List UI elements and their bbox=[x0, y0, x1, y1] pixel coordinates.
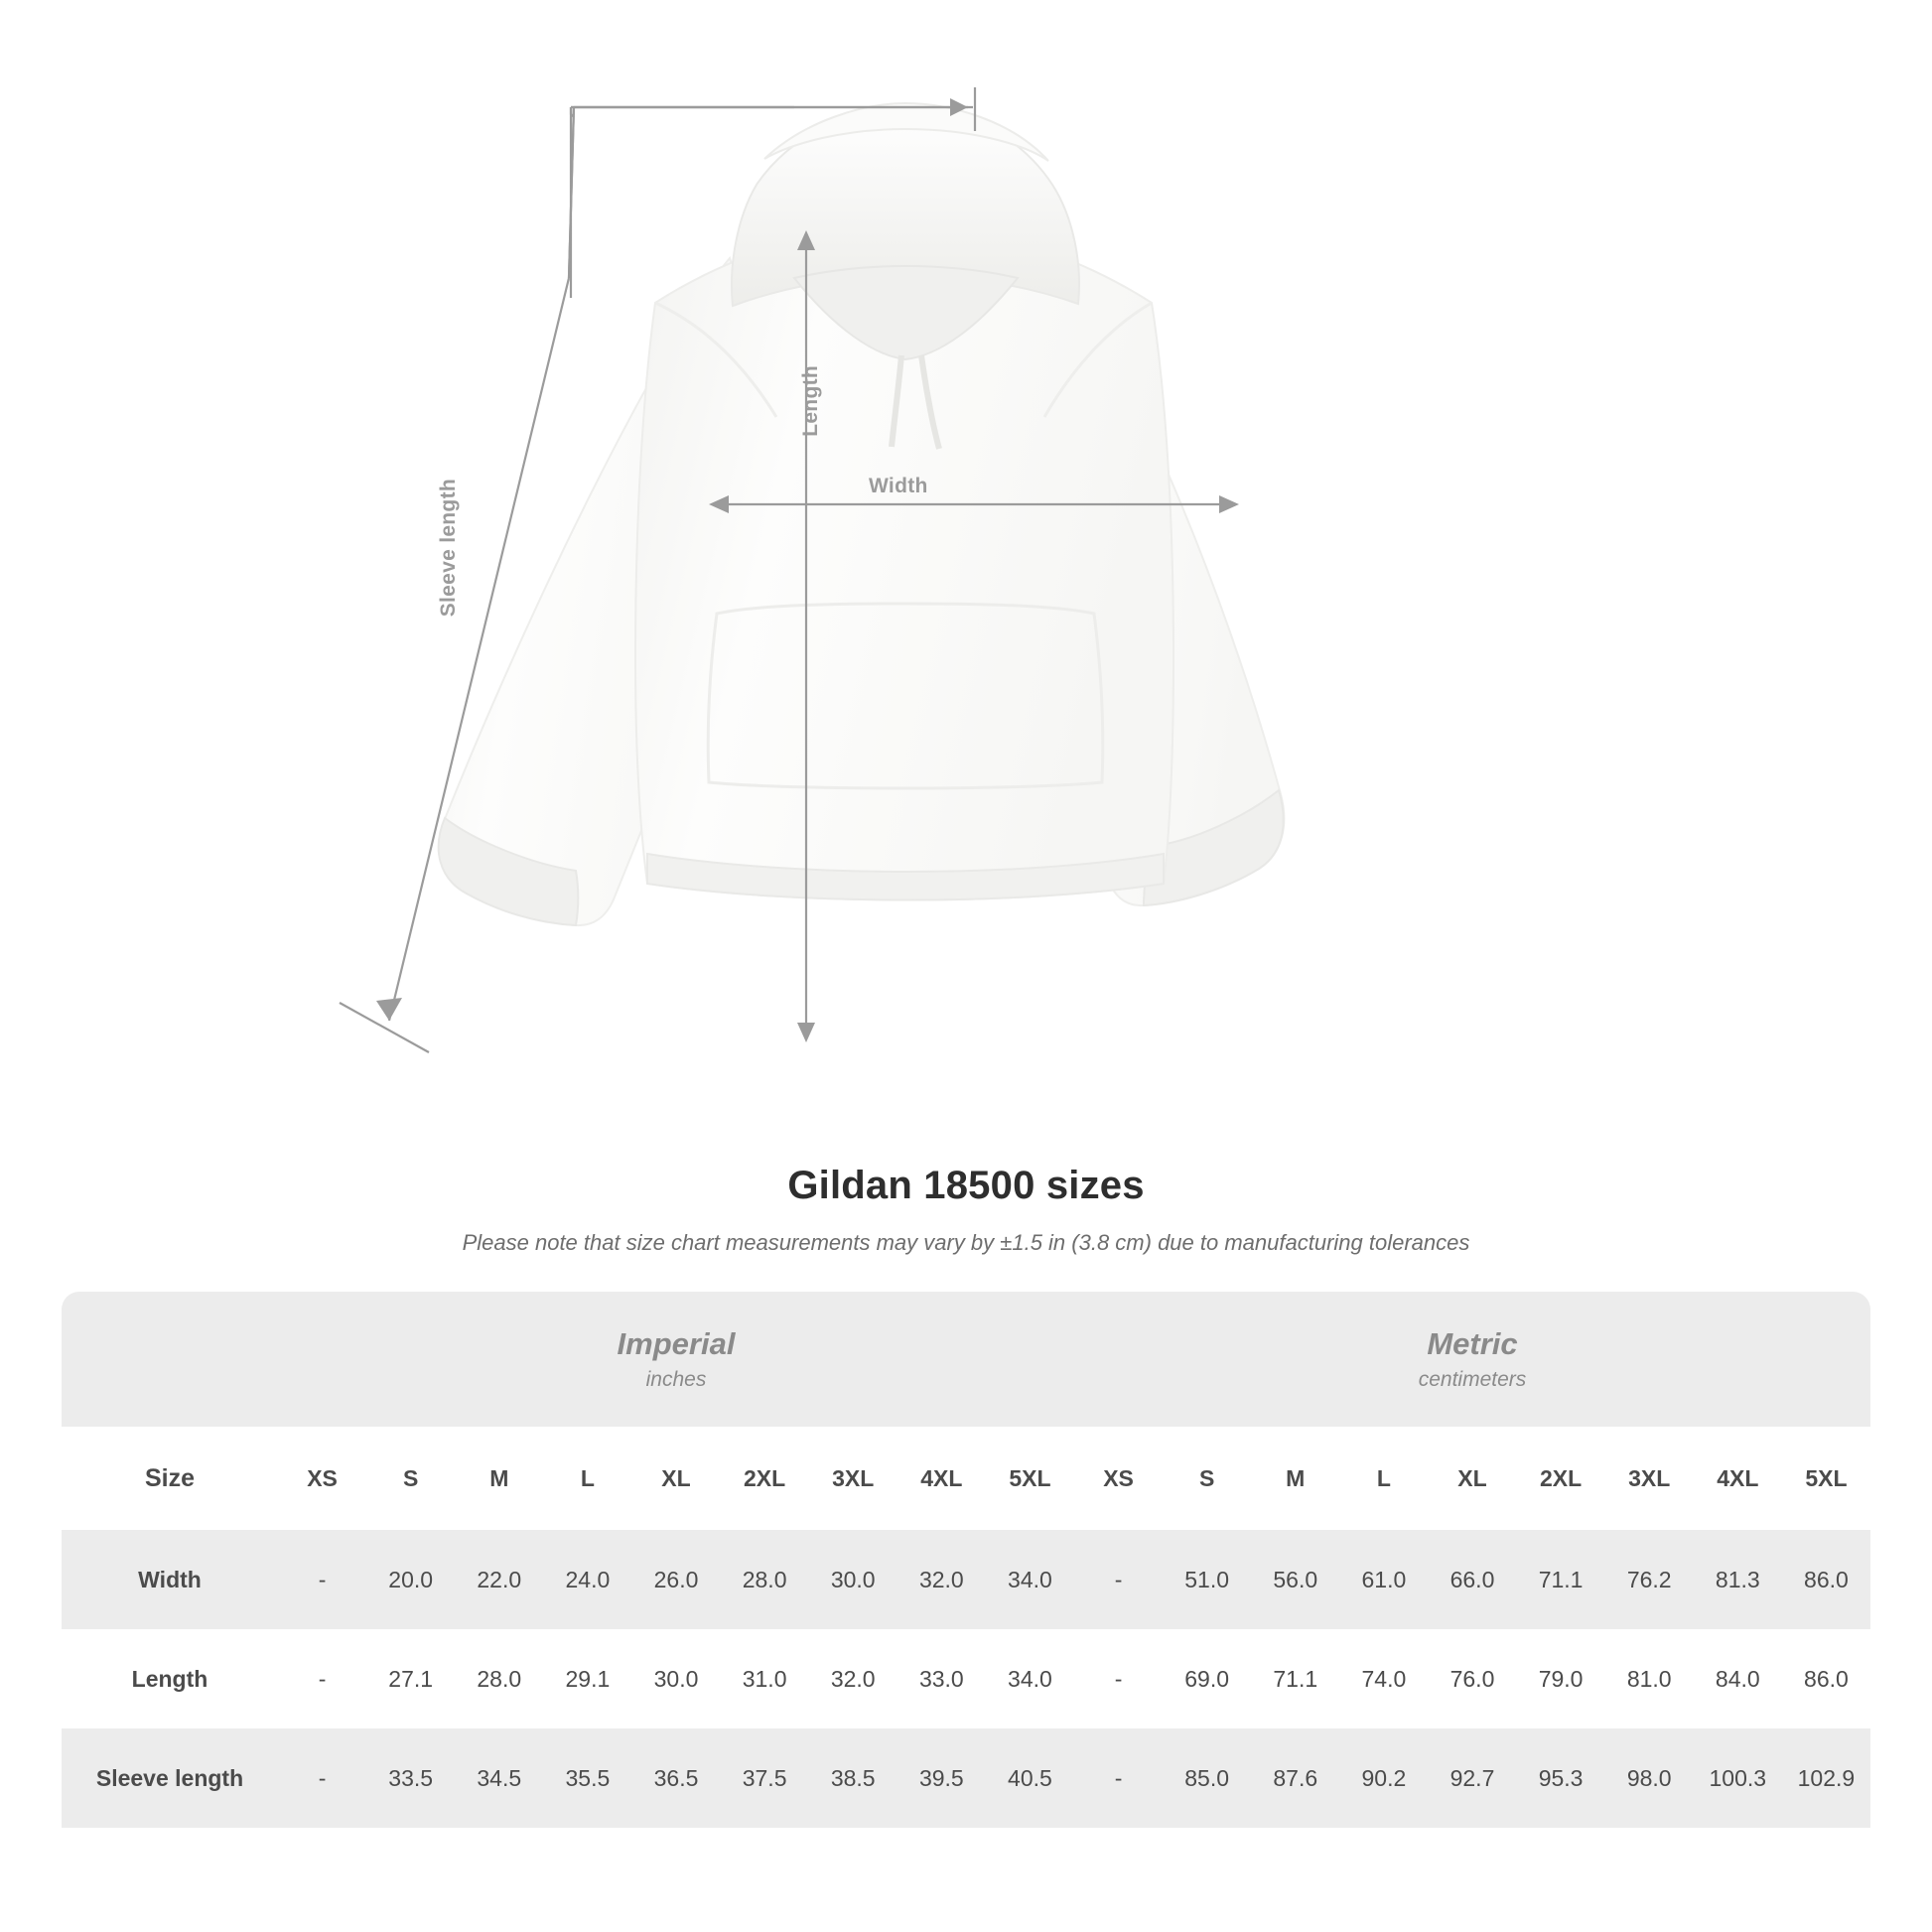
header-imperial-l: L bbox=[543, 1427, 631, 1530]
width-metric-m: 56.0 bbox=[1251, 1530, 1339, 1629]
table-row bbox=[62, 1530, 1870, 1629]
width-metric-l: 61.0 bbox=[1339, 1530, 1428, 1629]
length-metric-l: 74.0 bbox=[1339, 1629, 1428, 1728]
header-metric-l: L bbox=[1339, 1427, 1428, 1530]
tolerance-note: Please note that size chart measurements may vary by ±1.5 in (3.8 cm) due to manufacturing tolerances bbox=[462, 1230, 1470, 1255]
size-header-row bbox=[62, 1427, 1870, 1530]
length-metric-xs: - bbox=[1074, 1629, 1163, 1728]
sleeve-metric-2xl: 95.3 bbox=[1517, 1728, 1605, 1828]
sleeve-imperial-5xl: 40.5 bbox=[986, 1728, 1074, 1828]
sleeve-imperial-2xl: 37.5 bbox=[721, 1728, 809, 1828]
sleeve-metric-l: 90.2 bbox=[1339, 1728, 1428, 1828]
sleeve-metric-m: 87.6 bbox=[1251, 1728, 1339, 1828]
sleeve-metric-xs: - bbox=[1074, 1728, 1163, 1828]
length-imperial-2xl: 31.0 bbox=[721, 1629, 809, 1728]
width-metric-5xl: 86.0 bbox=[1782, 1530, 1870, 1629]
header-imperial-xs: XS bbox=[278, 1427, 366, 1530]
length-imperial-m: 28.0 bbox=[455, 1629, 543, 1728]
width-imperial-xl: 26.0 bbox=[631, 1530, 720, 1629]
sleeve-imperial-l: 35.5 bbox=[543, 1728, 631, 1828]
width-metric-2xl: 71.1 bbox=[1517, 1530, 1605, 1629]
header-imperial-4xl: 4XL bbox=[897, 1427, 986, 1530]
header-imperial-3xl: 3XL bbox=[809, 1427, 897, 1530]
length-imperial-xl: 30.0 bbox=[631, 1629, 720, 1728]
hoodie-illustration-svg bbox=[328, 99, 1449, 1092]
width-metric-xl: 66.0 bbox=[1428, 1530, 1516, 1629]
metric-unit: centimeters bbox=[1418, 1367, 1527, 1391]
width-label: Width bbox=[869, 475, 928, 497]
length-metric-s: 69.0 bbox=[1163, 1629, 1251, 1728]
row-label-length: Length bbox=[62, 1629, 278, 1728]
title-block bbox=[0, 1164, 1932, 1256]
width-imperial-l: 24.0 bbox=[543, 1530, 631, 1629]
table-row bbox=[62, 1728, 1870, 1828]
width-imperial-2xl: 28.0 bbox=[721, 1530, 809, 1629]
row-label-width: Width bbox=[62, 1530, 278, 1629]
header-imperial-xl: XL bbox=[631, 1427, 720, 1530]
length-metric-4xl: 84.0 bbox=[1694, 1629, 1782, 1728]
sleeve-metric-s: 85.0 bbox=[1163, 1728, 1251, 1828]
sleeve-imperial-m: 34.5 bbox=[455, 1728, 543, 1828]
header-imperial-s: S bbox=[366, 1427, 455, 1530]
header-size: Size bbox=[62, 1427, 278, 1530]
header-metric-m: M bbox=[1251, 1427, 1339, 1530]
width-metric-s: 51.0 bbox=[1163, 1530, 1251, 1629]
header-imperial-m: M bbox=[455, 1427, 543, 1530]
metric-group-header bbox=[1074, 1292, 1870, 1427]
unit-header-row bbox=[62, 1292, 1870, 1427]
width-imperial-3xl: 30.0 bbox=[809, 1530, 897, 1629]
length-imperial-s: 27.1 bbox=[366, 1629, 455, 1728]
header-metric-s: S bbox=[1163, 1427, 1251, 1530]
header-metric-xl: XL bbox=[1428, 1427, 1516, 1530]
length-imperial-4xl: 33.0 bbox=[897, 1629, 986, 1728]
sleeve-metric-xl: 92.7 bbox=[1428, 1728, 1516, 1828]
width-metric-3xl: 76.2 bbox=[1605, 1530, 1694, 1629]
row-label-sleeve-length: Sleeve length bbox=[62, 1728, 278, 1828]
length-imperial-3xl: 32.0 bbox=[809, 1629, 897, 1728]
length-metric-xl: 76.0 bbox=[1428, 1629, 1516, 1728]
length-metric-m: 71.1 bbox=[1251, 1629, 1339, 1728]
width-metric-xs: - bbox=[1074, 1530, 1163, 1629]
metric-label: Metric bbox=[1427, 1326, 1518, 1362]
unit-spacer-cell bbox=[62, 1292, 278, 1427]
sleeve-imperial-4xl: 39.5 bbox=[897, 1728, 986, 1828]
width-metric-4xl: 81.3 bbox=[1694, 1530, 1782, 1629]
length-imperial-l: 29.1 bbox=[543, 1629, 631, 1728]
length-imperial-5xl: 34.0 bbox=[986, 1629, 1074, 1728]
header-metric-3xl: 3XL bbox=[1605, 1427, 1694, 1530]
sleeve-imperial-xs: - bbox=[278, 1728, 366, 1828]
header-metric-5xl: 5XL bbox=[1782, 1427, 1870, 1530]
header-metric-4xl: 4XL bbox=[1694, 1427, 1782, 1530]
length-metric-2xl: 79.0 bbox=[1517, 1629, 1605, 1728]
header-metric-2xl: 2XL bbox=[1517, 1427, 1605, 1530]
length-label: Length bbox=[799, 365, 822, 437]
size-table bbox=[62, 1292, 1870, 1828]
width-imperial-xs: - bbox=[278, 1530, 366, 1629]
width-imperial-m: 22.0 bbox=[455, 1530, 543, 1629]
imperial-group-header bbox=[278, 1292, 1074, 1427]
imperial-unit: inches bbox=[645, 1367, 707, 1391]
header-imperial-2xl: 2XL bbox=[721, 1427, 809, 1530]
sleeve-imperial-3xl: 38.5 bbox=[809, 1728, 897, 1828]
table-row bbox=[62, 1629, 1870, 1728]
sleeve-length-label: Sleeve length bbox=[437, 479, 460, 618]
size-table-wrapper bbox=[62, 1292, 1870, 1828]
header-imperial-5xl: 5XL bbox=[986, 1427, 1074, 1530]
length-metric-5xl: 86.0 bbox=[1782, 1629, 1870, 1728]
header-metric-xs: XS bbox=[1074, 1427, 1163, 1530]
sleeve-metric-4xl: 100.3 bbox=[1694, 1728, 1782, 1828]
sleeve-metric-5xl: 102.9 bbox=[1782, 1728, 1870, 1828]
imperial-label: Imperial bbox=[617, 1326, 736, 1362]
width-imperial-4xl: 32.0 bbox=[897, 1530, 986, 1629]
length-metric-3xl: 81.0 bbox=[1605, 1629, 1694, 1728]
page-title: Gildan 18500 sizes bbox=[787, 1164, 1145, 1207]
sleeve-imperial-xl: 36.5 bbox=[631, 1728, 720, 1828]
length-imperial-xs: - bbox=[278, 1629, 366, 1728]
sleeve-metric-3xl: 98.0 bbox=[1605, 1728, 1694, 1828]
sleeve-imperial-s: 33.5 bbox=[366, 1728, 455, 1828]
hoodie-image bbox=[328, 99, 1449, 1092]
width-imperial-5xl: 34.0 bbox=[986, 1530, 1074, 1629]
width-imperial-s: 20.0 bbox=[366, 1530, 455, 1629]
